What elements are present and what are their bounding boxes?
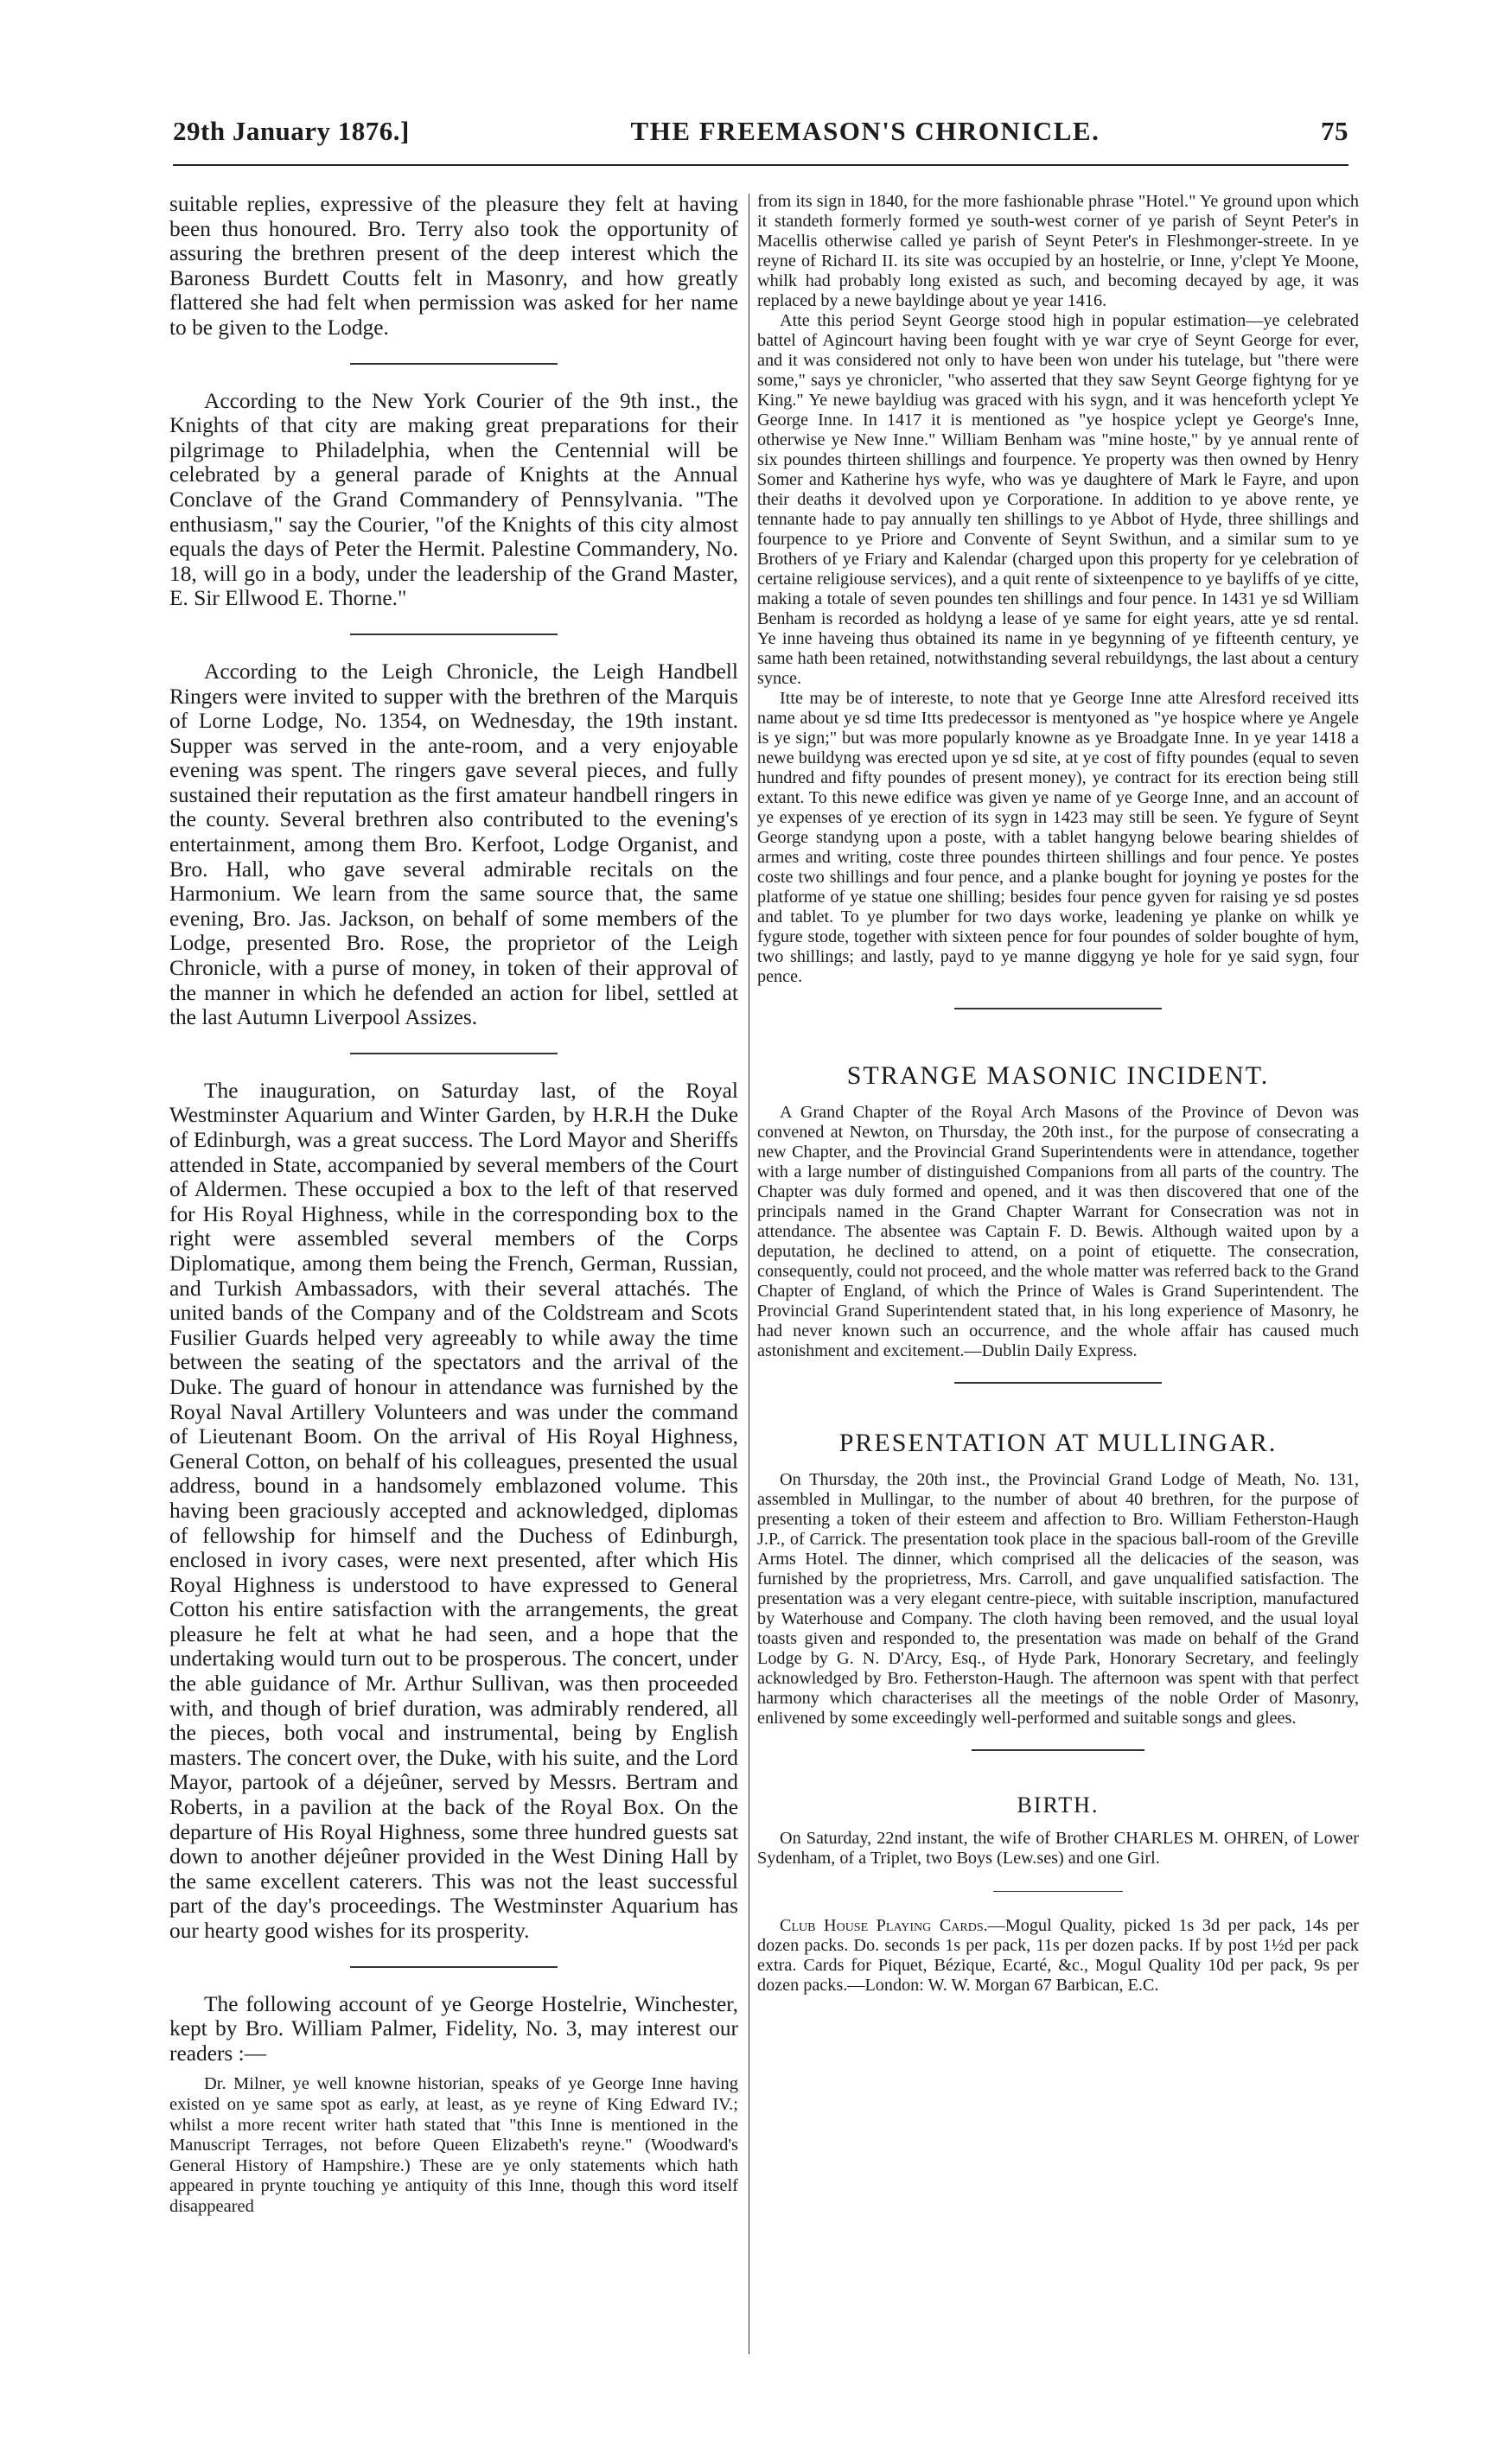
- notice-rule: [993, 1891, 1123, 1892]
- section-rule: [350, 1966, 558, 1968]
- publication-title: THE FREEMASON'S CHRONICLE.: [630, 116, 1100, 146]
- section-rule: [350, 634, 558, 635]
- right-column: [757, 192, 1359, 1996]
- section-rule: [954, 1008, 1162, 1009]
- paragraph-mullingar-presentation: On Thursday, the 20th inst., the Provincial Grand Lodge of Meath, No. 131, assembled in Mullingar, to the number of about 40 brethren, for the purpose of presenting a token of their esteem and affection to Bro. William Fetherston-Haugh J.P., of Carrick. The presentation took place in the spacious ball-room of the Greville Arms Hotel. The dinner, which comprised all the delicacies of the season, was furnished by the proprietress, Mrs. Carroll, and gave unqualified satisfaction. The presentation was a very elegant centre-piece, with suitable inscription, manufactured by Waterhouse and Company. The cloth having been removed, and the usual loyal toasts given and responded to, the presentation was made on behalf of the Grand Lodge by G. N. D'Arcy, Esq., of Hyde Park, Honorary Secretary, and feelingly acknowledged by Bro. Fetherston-Haugh. The afternoon was spent with that perfect harmony which characterises all the meetings of the noble Order of Masonry, enlivened by some exceedingly well-performed and suitable songs and glees.: [757, 1470, 1359, 1728]
- paragraph-handbell-ringers: According to the Leigh Chronicle, the Leigh Handbell Ringers were invited to supper with the brethren of the Marquis of Lorne Lodge, No. 1354, on Wednesday, the 19th instant. Supper was served in the ante-room, and a very enjoyable evening was spent. The ringers gave several pieces, and fully sustained their reputation as the first amateur handbell ringers in the county. Several brethren also contributed to the evening's entertainment, among them Bro. Kerfoot, Lodge Organist, and Bro. Hall, who gave several admirable recitals on the Harmonium. We learn from the same source that, the same evening, Bro. Jas. Jackson, on behalf of some members of the Lodge, presented Bro. Rose, the proprietor of the Leigh Chronicle, with a purse of money, in token of their approval of the manner in which he defended an action for libel, settled at the last Autumn Liverpool Assizes.: [169, 659, 738, 1030]
- section-rule: [350, 363, 558, 365]
- paragraph-seynt-george: Atte this period Seynt George stood high in popular estimation—ye celebrated battel of Agincourt having been fought with ye war crye of Seynt George for ever, and it was considered not only to have been won under his tutelage, but "there were some," says ye chronicler, "who asserted that they saw Seynt George fightyng for ye King." Ye newe bayldiug was graced with his sygn, and it was henceforth yclept Ye George Inne. In 1417 it is mentioned as "ye hospice yclept ye George's Inne, otherwise ye New Inne." William Benham was "mine hoste," by ye annual rente of six poundes thirteen shillings and fourpence. Ye property was then owned by Henry Somer and Katherine hys wyfe, who was ye daughtere of Mark le Fayre, and upon their deaths it devolved upon ye Corporatione. In addition to ye above rente, ye tennante hade to pay annually ten shillings to ye Abbot of Hyde, three shillings and fourpence to ye Priore and Convente of Seynt Swithun, and a similar sum to ye Brothers of ye Friary and Kalendar (charged upon this property for ye celebration of certaine religiouse services), and a quit rente of sixteenpence to ye bayliffs of ye citte, making a totale of seven poundes ten shillings and four pence. In 1431 ye sd William Benham is recorded as holdyng a lease of ye same for eight years, atte ye sd rental. Ye inne haveing thus obtained its name in ye begynning of ye fifteenth century, ye same hath been retained, notwithstanding several rebuildyngs, the last about a century synce.: [757, 311, 1359, 688]
- section-rule: [954, 1382, 1162, 1384]
- section-rule: [972, 1749, 1144, 1751]
- heading-presentation-mullingar: PRESENTATION AT MULLINGAR.: [838, 1429, 1278, 1457]
- heading-strange-masonic-incident: STRANGE MASONIC INCIDENT.: [846, 1061, 1270, 1090]
- left-column: [169, 192, 738, 2218]
- paragraph-hostelrie-continued: from its sign in 1840, for the more fashionable phrase "Hotel." Ye ground upon which it standeth formerly formed ye south-west corner of ye parish of Seynt Peter's in Macellis otherwise called ye parish of Seynt Peter's in Fleshmonger-streete. In ye reyne of Richard II. its site was occupied by an hostelrie, or Inne, y'clept Ye Moone, whilk had probably long existed as such, and becoming decayed by age, it was replaced by a newe bayldinge about ye year 1416.: [757, 192, 1359, 310]
- heading-birth: BIRTH.: [1017, 1792, 1100, 1818]
- advertisement-playing-cards: [757, 1916, 1359, 1996]
- advert-lead: Club House Playing Cards.: [780, 1916, 988, 1935]
- paragraph-westminster-aquarium: The inauguration, on Saturday last, of the Royal Westminster Aquarium and Winter Garden, by H.R.H the Duke of Edinburgh, was a great success. The Lord Mayor and Sheriffs attended in State, accompanied by several members of the Court of Aldermen. These occupied a box to the left of that reserved for His Royal Highness, while in the corresponding box to the right were assembled several members of the Corps Diplomatique, among them being the French, German, Russian, and Turkish Ambassadors, with their several attachés. The united bands of the Company and of the Coldstream and Scots Fusilier Guards helped very agreeably to while away the time between the seating of the spectators and the arrival of the Duke. The guard of honour in attendance was furnished by the Royal Naval Artillery Volunteers and was under the command of Lieutenant Boom. On the arrival of His Royal Highness, General Cotton, on behalf of his colleagues, presented the usual address, bound in a handsomely emblazoned volume. This having been graciously accepted and acknowledged, diplomas of fellowship for himself and the Duchess of Edinburgh, enclosed in ivory cases, were next presented, after which His Royal Highness is understood to have expressed to General Cotton his entire satisfaction with the arrangements, the great pleasure he felt at what he had seen, and a hope that the undertaking would turn out to be prosperous. The concert, under the able guidance of Mr. Arthur Sullivan, was then proceeded with, and though of brief duration, was admirably rendered, all the pieces, both vocal and instrumental, being by English masters. The concert over, the Duke, with his suite, and the Lord Mayor, partook of a déjeûner, served by Messrs. Bertram and Roberts, in a pavilion at the back of the Royal Box. On the departure of His Royal Highness, some three hundred guests sat down to another déjeûner provided in the West Dining Hall by the same excellent caterers. This was not the least successful part of the day's proceedings. The Westminster Aquarium has our hearty good wishes for its prosperity.: [169, 1078, 738, 1943]
- issue-date: 29th January 1876.]: [173, 116, 410, 146]
- page-number: 75: [1321, 116, 1348, 146]
- header-rule: [173, 164, 1348, 166]
- paragraph-george-hostelrie-history: Dr. Milner, ye well knowne historian, speaks of ye George Inne having existed on ye same spot as early, at least, as ye reyne of King Edward IV.; whilst a more recent writer hath stated that "this Inne is mentioned in the Manuscript Terrages, not before Queen Elizabeth's reyne." (Woodward's General History of Hampshire.) These are ye only statements which hath appeared in prynte touching ye antiquity of this Inne, though this word itself disappeared: [169, 2074, 738, 2216]
- paragraph-knights-templar: According to the New York Courier of the 9th inst., the Knights of that city are making great preparations for their pilgrimage to Philadelphia, when the Centennial will be celebrated by a general parade of Knights at the Annual Conclave of the Grand Commandery of Pennsylvania. "The enthusiasm," say the Courier, "of the Knights of this city almost equals the days of Peter the Hermit. Palestine Commandery, No. 18, will go in a body, under the leadership of the Grand Master, E. Sir Ellwood E. Thorne.": [169, 388, 738, 611]
- paragraph-george-hostelrie-intro: The following account of ye George Hostelrie, Winchester, kept by Bro. William Palmer, Fidelity, No. 3, may interest our readers :—: [169, 1991, 738, 2066]
- paragraph-terry-remarks: suitable replies, expressive of the pleasure they felt at having been thus honoured. Bro. Terry also took the opportunity of assuring the brethren present of the deep interest which the Baroness Burdett Coutts felt in Masonry, and how greatly flattered she had felt when permission was asked for her name to be given to the Lodge.: [169, 192, 738, 340]
- section-rule: [350, 1053, 558, 1054]
- advert-text: —Mogul Quality, picked 1s 3d per pack, 14s per dozen packs. Do. seconds 1s per pack, 11s per dozen packs. If by post 1½d per pack extra. Cards for Piquet, Bézique, Ecarté, &c., Mogul Quality 10d per pack, 9s per dozen packs.—London: W. W. Morgan 67 Barbican, E.C.: [757, 1916, 1359, 1995]
- masthead: [173, 116, 1348, 159]
- birth-notice: On Saturday, 22nd instant, the wife of Brother CHARLES M. OHREN, of Lower Sydenham, of a Triplet, two Boys (Lew.ses) and one Girl.: [757, 1829, 1359, 1868]
- paragraph-devon-chapter: A Grand Chapter of the Royal Arch Masons of the Province of Devon was convened at Newton, on Thursday, the 20th inst., for the purpose of consecrating a new Chapter, and the Provincial Grand Superintendents were in attendance, together with a large number of distinguished Companions from all parts of the country. The Chapter was duly formed and opened, and it was then discovered that one of the principals named in the Grand Chapter Warrant for Consecration was not in attendance. The absentee was Captain F. D. Bewis. Although waited upon by a deputation, he declined to attend, on a point of etiquette. The consecration, consequently, could not proceed, and the whole matter was referred back to the Grand Chapter of England, of which the Prince of Wales is Grand Superintendent. The Provincial Grand Superintendent stated that, in his long experience of Masonry, he had never known such an occurrence, and the whole affair has caused much astonishment and excitement.—Dublin Daily Express.: [757, 1103, 1359, 1360]
- paragraph-alresford-inne: Itte may be of intereste, to note that ye George Inne atte Alresford received itts name about ye sd time Itts predecessor is mentyoned as "ye hospice where ye Angele is ye sign;" but was more popularly knowne as ye Broadgate Inne. In ye year 1418 a newe buildyng was erected upon ye sd site, at ye cost of fifty poundes (equal to seven hundred and fifty poundes of present money), ye contract for its erection being still extant. To this newe edifice was given ye name of ye George Inne, and an account of ye expenses of ye erection of its sygn in 1423 may still be seen. Ye fygure of Seynt George standyng upon a poste, with a tablet hangyng belowe bearing shieldes of armes and writing, coste three poundes thirteen shillings and four pence. Ye postes coste two shillings and four pence, and a planke bought for joyning ye postes for the platforme of ye statue one shilling; besides four pence gyven for raising ye sd postes and tablet. To ye plumber for two days worke, leadening ye planke on whilk ye fygure stode, together with sixteen pence for four poundes of solder boughte of hym, two shillings; and lastly, payd to ye manne diggyng ye hole for ye said sygn, four pence.: [757, 689, 1359, 986]
